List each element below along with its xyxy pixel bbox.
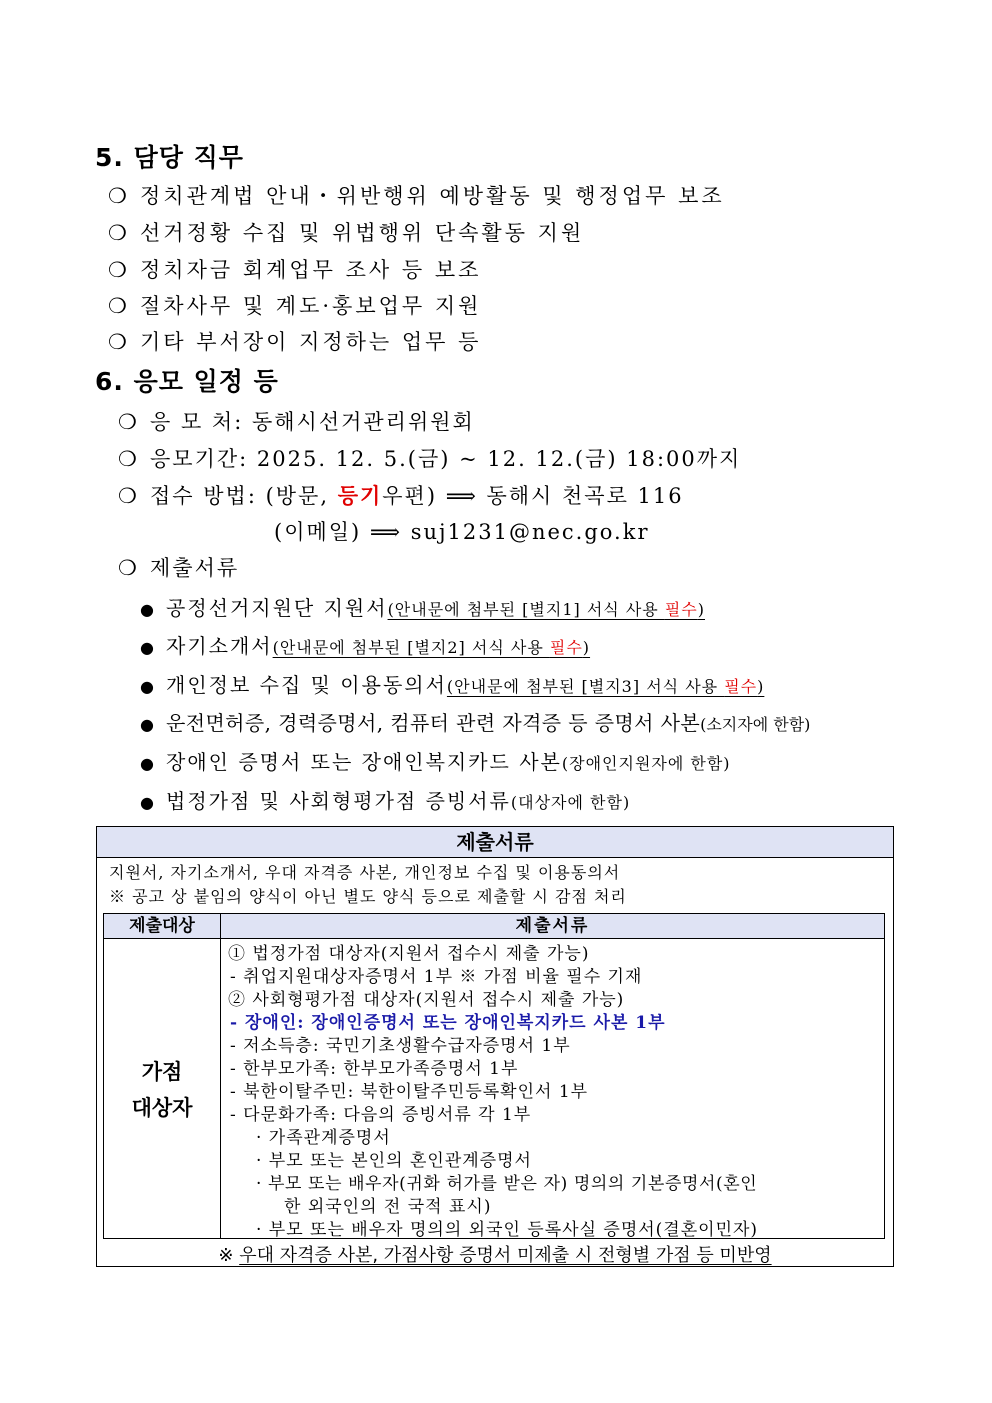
box-penalty-note: ※ 공고 상 붙임의 양식이 아닌 별도 양식 등으로 제출할 시 감점 처리 [109,887,627,906]
circle-bullet-icon: ❍ [118,556,139,580]
apply-method: ❍ 접수 방법: (방문, 등기우편) ⟹ 동해시 천곡로 116 [118,483,684,508]
table-row: · 부모 또는 본인의 혼인관계증명서 [256,1151,532,1171]
bonus-docs-table [103,913,885,1239]
table-row: ② 사회형평가점 대상자(지원서 접수시 제출 가능) [228,990,625,1010]
dot-bullet-icon: ● [140,600,156,619]
table-row: · 부모 또는 배우자 명의의 외국인 등록사실 증명서(결혼이민자) [256,1220,759,1240]
dot-bullet-icon: ● [140,677,156,696]
circle-bullet-icon: ❍ [108,184,130,208]
table-row: - 장애인: 장애인증명서 또는 장애인복지카드 사본 1부 [230,1013,666,1033]
doc-item: ● 개인정보 수집 및 이용동의서(안내문에 첨부된 [별지3] 서식 사용 필수) [140,673,765,697]
duty-item: ❍ 기타 부서장이 지정하는 업무 등 [108,330,482,354]
table-row: · 가족관계증명서 [256,1128,391,1148]
table-row: - 취업지원대상자증명서 1부 ※ 가점 비율 필수 기재 [230,967,643,987]
doc-item: ● 장애인 증명서 또는 장애인복지카드 사본(장애인지원자에 한함) [140,750,731,774]
doc-item: ● 자기소개서(안내문에 첨부된 [별지2] 서식 사용 필수) [140,634,591,658]
col-header-target: 제출대상 [129,916,195,936]
table-row: · 부모 또는 배우자(귀화 허가를 받은 자) 명의의 기본증명서(혼인 [256,1174,758,1194]
circle-bullet-icon: ❍ [118,410,139,434]
box-docs-line: 지원서, 자기소개서, 우대 자격증 사본, 개인정보 수집 및 이용동의서 [109,863,621,882]
duty-item: ❍ 정치관계법 안내・위반행위 예방활동 및 행정업무 보조 [108,184,725,208]
box-header: 제출서류 [97,827,893,858]
dot-bullet-icon: ● [140,793,156,812]
docs-title: ❍ 제출서류 [118,556,240,580]
section5-title: 5. 담당 직무 [95,143,244,172]
table-row: - 한부모가족: 한부모가족증명서 1부 [230,1059,519,1079]
duty-item: ❍ 선거정황 수집 및 위법행위 단속활동 지원 [108,221,585,245]
circle-bullet-icon: ❍ [118,447,139,471]
registered-mail-highlight: 등기 [337,483,383,508]
dot-bullet-icon: ● [140,715,155,734]
doc-item: ● 법정가점 및 사회형평가점 증빙서류(대상자에 한함) [140,789,631,813]
column-divider [220,914,221,1238]
circle-bullet-icon: ❍ [118,484,139,508]
bonus-target-label: 가점 대상자 [131,1060,193,1120]
col-header-docs: 제출서류 [515,916,590,936]
apply-place: ❍ 응 모 처: 동해시선거관리위원회 [118,410,475,434]
circle-bullet-icon: ❍ [108,221,130,245]
table-row: - 북한이탈주민: 북한이탈주민등록확인서 1부 [230,1082,589,1102]
duty-item: ❍ 절차사무 및 계도·홍보업무 지원 [108,294,482,318]
apply-period: ❍ 응모기간: 2025. 12. 5.(금) ~ 12. 12.(금) 18:00까지 [118,447,742,471]
circle-bullet-icon: ❍ [108,294,130,318]
section6-title: 6. 응모 일정 등 [95,367,279,396]
table-row: 한 외국인의 전 국적 표시) [284,1197,492,1217]
doc-item: ● 공정선거지원단 지원서(안내문에 첨부된 [별지1] 서식 사용 필수) [140,596,705,620]
apply-email: (이메일) ⟹ suj1231@nec.go.kr [274,520,650,544]
dot-bullet-icon: ● [140,754,156,773]
doc-item: ● 운전면허증, 경력증명서, 컴퓨터 관련 자격증 등 증명서 사본(소지자에 한함) [140,711,811,735]
submission-docs-box [96,826,894,1267]
table-row: ① 법정가점 대상자(지원서 접수시 제출 가능) [228,944,590,964]
circle-bullet-icon: ❍ [108,330,130,354]
circle-bullet-icon: ❍ [108,258,130,282]
table-row: - 다문화가족: 다음의 증빙서류 각 1부 [230,1105,532,1125]
duty-item: ❍ 정치자금 회계업무 조사 등 보조 [108,258,482,282]
table-row: - 저소득층: 국민기초생활수급자증명서 1부 [230,1036,571,1056]
dot-bullet-icon: ● [140,638,156,657]
box-footer-note: ※ 우대 자격증 사본, 가점사항 증명서 미제출 시 전형별 가점 등 미반영 [218,1245,772,1266]
